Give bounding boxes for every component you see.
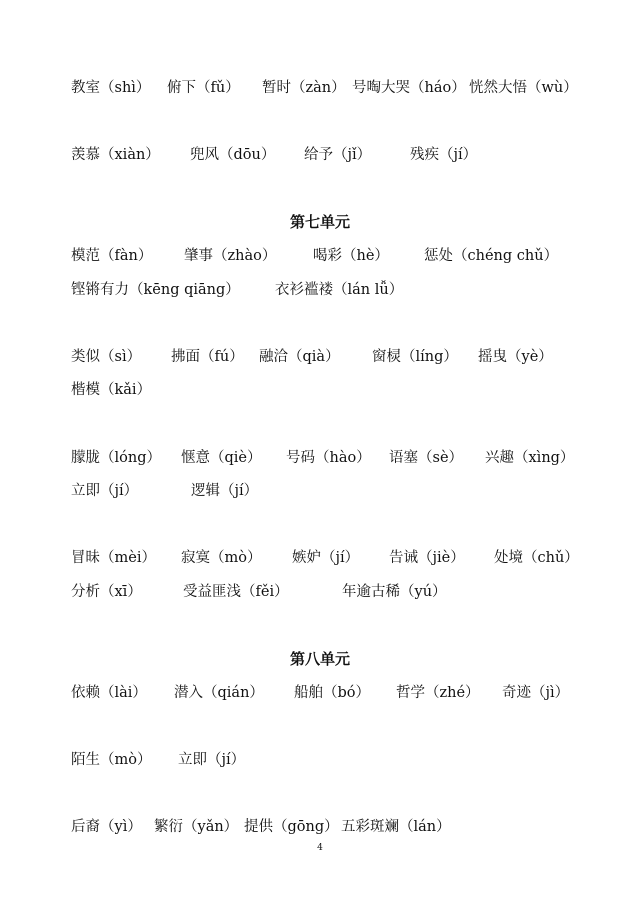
vocab-item: 船舶（bó） — [294, 685, 371, 701]
vocab-item: 铿锵有力（kēng qiāng） — [71, 282, 240, 298]
vocab-item: 楷模（kǎi） — [71, 382, 152, 398]
vocab-item: 后裔（yì） — [71, 819, 142, 835]
vocab-item: 奇迹（jì） — [502, 685, 570, 701]
vocab-item: 惬意（qiè） — [181, 450, 262, 466]
vocab-item: 立即（jí） — [71, 483, 139, 499]
vocab-item: 兜风（dōu） — [190, 147, 276, 163]
vocab-item: 羡慕（xiàn） — [71, 147, 160, 163]
vocab-item: 类似（sì） — [71, 349, 142, 365]
vocab-item: 立即（jí） — [178, 752, 246, 768]
vocab-item: 融洽（qià） — [259, 349, 340, 365]
vocab-item: 俯下（fǔ） — [167, 80, 240, 96]
page-number: 4 — [317, 843, 323, 853]
vocab-item: 逻辑（jí） — [191, 483, 259, 499]
vocab-item: 给予（jǐ） — [304, 147, 372, 163]
vocab-item: 受益匪浅（fěi） — [183, 584, 289, 600]
vocab-item: 残疾（jí） — [410, 147, 478, 163]
vocab-item: 年逾古稀（yú） — [342, 584, 447, 600]
vocab-item: 教室（shì） — [71, 80, 151, 96]
vocab-item: 肇事（zhào） — [184, 248, 277, 264]
vocab-item: 冒昧（mèi） — [71, 550, 156, 566]
vocab-item: 潜入（qián） — [174, 685, 264, 701]
vocab-item: 告诫（jiè） — [389, 550, 465, 566]
vocab-item: 嫉妒（jí） — [292, 550, 360, 566]
vocab-item: 拂面（fú） — [171, 349, 244, 365]
vocab-item: 摇曳（yè） — [478, 349, 553, 365]
vocab-item: 提供（gōng） — [244, 819, 339, 835]
vocab-item: 依赖（lài） — [71, 685, 147, 701]
vocab-item: 暂时（zàn） — [262, 80, 346, 96]
vocab-item: 寂寞（mò） — [181, 550, 262, 566]
vocab-item: 陌生（mò） — [71, 752, 152, 768]
vocab-item: 喝彩（hè） — [313, 248, 389, 264]
vocab-item: 号啕大哭（háo） — [352, 80, 466, 96]
vocab-item: 繁衍（yǎn） — [154, 819, 239, 835]
vocab-item: 恍然大悟（wù） — [469, 80, 578, 96]
vocab-item: 模范（fàn） — [71, 248, 153, 264]
section-title-unit8: 第八单元 — [289, 650, 350, 668]
vocab-item: 语塞（sè） — [389, 450, 464, 466]
section-title-unit7: 第七单元 — [289, 213, 350, 231]
vocab-item: 分析（xī） — [71, 584, 142, 600]
vocab-item: 五彩斑斓（lán） — [341, 819, 451, 835]
vocab-item: 哲学（zhé） — [396, 685, 480, 701]
vocab-item: 兴趣（xìng） — [485, 450, 575, 466]
vocab-item: 惩处（chéng chǔ） — [424, 248, 559, 264]
vocab-item: 衣衫褴褛（lán lǚ） — [275, 282, 404, 298]
vocab-item: 号码（hào） — [286, 450, 371, 466]
vocab-item: 窗棂（líng） — [372, 349, 458, 365]
vocab-item: 朦胧（lóng） — [71, 450, 161, 466]
vocab-item: 处境（chǔ） — [494, 550, 579, 566]
